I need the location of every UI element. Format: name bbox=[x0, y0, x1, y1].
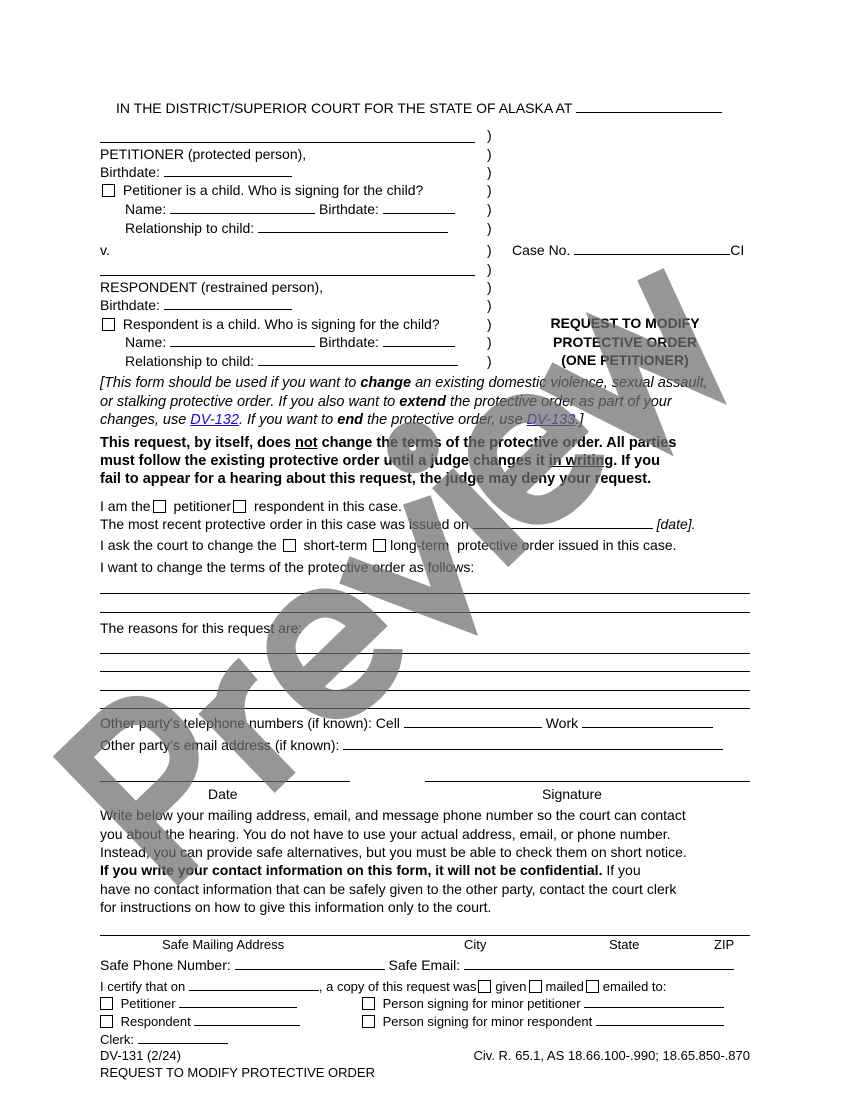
safe-contact-row: Safe Phone Number: Safe Email: bbox=[100, 956, 734, 974]
given-checkbox[interactable] bbox=[478, 980, 491, 993]
respondent-label: RESPONDENT (restrained person), bbox=[100, 279, 324, 295]
paren: ) bbox=[487, 220, 492, 236]
respondent-birthdate-field[interactable] bbox=[164, 296, 292, 310]
city-label: City bbox=[464, 937, 487, 952]
reasons-line[interactable] bbox=[100, 708, 750, 709]
contact-text: for instructions on how to give this information only to the court. bbox=[100, 899, 492, 915]
instructions-line: or stalking protective order. If you also want to extend the protective order as part of your bbox=[100, 394, 672, 410]
pet-child-signer: Name: Birthdate: bbox=[125, 200, 455, 218]
respondent-child-checkbox[interactable] bbox=[102, 318, 115, 331]
zip-label: ZIP bbox=[714, 937, 735, 952]
resp-signer-birthdate-field[interactable] bbox=[383, 333, 455, 347]
rules-citation: Civ. R. 65.1, AS 18.66.100-.990; 18.65.850-.870 bbox=[473, 1048, 750, 1063]
long-term-checkbox[interactable] bbox=[373, 539, 386, 552]
cell-field[interactable] bbox=[404, 714, 542, 728]
certify-minor-resp: Person signing for minor respondent bbox=[362, 1012, 724, 1031]
certify-minor-resp-field[interactable] bbox=[596, 1012, 724, 1026]
petitioner-label: PETITIONER (protected person), bbox=[100, 146, 307, 162]
instructions-line: changes, use DV-132. If you want to end the protective order, use DV-133.] bbox=[100, 412, 584, 428]
contact-text: If you write your contact information on this form, it will not be confidential. If you bbox=[100, 862, 641, 878]
contact-text: have no contact information that can be safely given to the other party, contact the court clerk bbox=[100, 881, 677, 897]
pet-signer-birthdate-field[interactable] bbox=[383, 200, 455, 214]
resp-signer-name-field[interactable] bbox=[170, 333, 315, 347]
reasons-line[interactable] bbox=[100, 690, 750, 691]
paren: ) bbox=[487, 334, 492, 350]
case-number-field[interactable] bbox=[574, 241, 730, 255]
paren: ) bbox=[487, 146, 492, 162]
certify-row: I certify that on , a copy of this request was given mailed emailed to: bbox=[100, 979, 667, 994]
petitioner-role-checkbox[interactable] bbox=[153, 500, 166, 513]
date-label: Date bbox=[208, 786, 238, 802]
safe-phone-field[interactable] bbox=[235, 956, 385, 970]
contact-text: you about the hearing. You do not have to use your actual address, email, or phone number. bbox=[100, 826, 671, 842]
reasons-line[interactable] bbox=[100, 653, 750, 654]
warning-line: fail to appear for a hearing about this request, the judge may deny your request. bbox=[100, 471, 652, 487]
party-role-row: I am the petitioner respondent in this case. bbox=[100, 498, 402, 514]
clerk-field[interactable] bbox=[138, 1030, 228, 1044]
paren: ) bbox=[487, 261, 492, 277]
pet-relationship: Relationship to child: bbox=[125, 219, 448, 237]
certify-respondent-checkbox[interactable] bbox=[100, 1015, 113, 1028]
reasons-line[interactable] bbox=[100, 671, 750, 672]
email-row: Other party’s email address (if known): bbox=[100, 736, 723, 754]
certify-minor-pet-field[interactable] bbox=[584, 994, 724, 1008]
respondent-child-row: Respondent is a child. Who is signing for the child? bbox=[100, 315, 440, 333]
certify-minor-resp-checkbox[interactable] bbox=[362, 1015, 375, 1028]
pet-signer-name-field[interactable] bbox=[170, 200, 315, 214]
certify-respondent: Respondent bbox=[100, 1012, 300, 1031]
title-line: PROTECTIVE ORDER bbox=[553, 333, 697, 350]
mailing-label: Safe Mailing Address bbox=[162, 937, 285, 952]
phone-row: Other party's telephone numbers (if known): Cell Work bbox=[100, 714, 713, 732]
emailed-checkbox[interactable] bbox=[586, 980, 599, 993]
safe-email-field[interactable] bbox=[464, 956, 734, 970]
reasons-label: The reasons for this request are: bbox=[100, 620, 303, 636]
state-label: State bbox=[609, 937, 640, 952]
issued-date-row: The most recent protective order in this case was issued on [date]. bbox=[100, 516, 696, 532]
respondent-role-checkbox[interactable] bbox=[233, 500, 246, 513]
dv-133-link[interactable]: DV-133 bbox=[526, 412, 576, 428]
paren: ) bbox=[487, 127, 492, 143]
instructions-line: [This form should be used if you want to change an existing domestic violence, sexual assault, bbox=[100, 375, 708, 391]
paren: ) bbox=[487, 316, 492, 332]
terms-line[interactable] bbox=[100, 593, 750, 594]
certify-minor-pet-checkbox[interactable] bbox=[362, 997, 375, 1010]
title-line: REQUEST TO MODIFY bbox=[550, 315, 700, 331]
signature-line[interactable] bbox=[425, 781, 750, 782]
certify-date-field[interactable] bbox=[189, 977, 319, 991]
paren: ) bbox=[487, 353, 492, 369]
signature-label: Signature bbox=[542, 786, 602, 802]
paren: ) bbox=[487, 201, 492, 217]
other-email-field[interactable] bbox=[343, 736, 723, 750]
certify-respondent-field[interactable] bbox=[194, 1012, 300, 1026]
pet-relationship-field[interactable] bbox=[258, 219, 448, 233]
paren: ) bbox=[487, 182, 492, 198]
respondent-name-line[interactable] bbox=[100, 275, 475, 276]
contact-text: Write below your mailing address, email, and message phone number so the court can contact bbox=[100, 807, 686, 823]
mailed-checkbox[interactable] bbox=[529, 980, 542, 993]
petitioner-child-row: Petitioner is a child. Who is signing for the child? bbox=[100, 181, 423, 199]
versus: v. bbox=[100, 242, 110, 258]
resp-relationship-field[interactable] bbox=[258, 352, 458, 366]
form-name-footer: REQUEST TO MODIFY PROTECTIVE ORDER bbox=[100, 1065, 375, 1080]
short-term-checkbox[interactable] bbox=[283, 539, 296, 552]
case-number: Case No. CI bbox=[512, 242, 745, 258]
petitioner-birthdate: Birthdate: bbox=[100, 163, 292, 181]
form-title bbox=[510, 314, 740, 370]
court-location-field[interactable] bbox=[576, 99, 722, 113]
paren: ) bbox=[487, 164, 492, 180]
form-number: DV-131 (2/24) bbox=[100, 1048, 181, 1063]
issued-date-field[interactable] bbox=[473, 515, 653, 529]
warning-line: must follow the existing protective order until a judge changes it in writing. If you bbox=[100, 453, 660, 469]
paren: ) bbox=[487, 242, 492, 258]
paren: ) bbox=[487, 279, 492, 295]
petitioner-birthdate-field[interactable] bbox=[164, 163, 292, 177]
terms-label: I want to change the terms of the protective order as follows: bbox=[100, 559, 475, 575]
certify-petitioner-field[interactable] bbox=[179, 994, 297, 1008]
certify-petitioner: Petitioner bbox=[100, 994, 297, 1013]
terms-line[interactable] bbox=[100, 612, 750, 613]
resp-relationship: Relationship to child: bbox=[125, 352, 458, 370]
court-header: IN THE DISTRICT/SUPERIOR COURT FOR THE STATE OF ALASKA AT bbox=[116, 99, 722, 117]
title-line: (ONE PETITIONER) bbox=[561, 352, 689, 368]
respondent-birthdate: Birthdate: bbox=[100, 296, 292, 314]
petitioner-name-line[interactable] bbox=[100, 142, 475, 143]
paren: ) bbox=[487, 297, 492, 313]
order-type-row: I ask the court to change the short-term long-term protective order issued in this case. bbox=[100, 537, 677, 553]
certify-petitioner-checkbox[interactable] bbox=[100, 997, 113, 1010]
resp-child-signer: Name: Birthdate: bbox=[125, 333, 455, 351]
clerk-row: Clerk: bbox=[100, 1030, 228, 1049]
warning-line: This request, by itself, does not change the terms of the protective order. All parties bbox=[100, 435, 677, 451]
certify-minor-pet: Person signing for minor petitioner bbox=[362, 994, 724, 1013]
petitioner-child-checkbox[interactable] bbox=[102, 184, 115, 197]
contact-text: Instead, you can provide safe alternatives, but you must be able to check them on short notice. bbox=[100, 844, 687, 860]
dv-132-link[interactable]: DV-132 bbox=[190, 412, 239, 428]
work-field[interactable] bbox=[582, 714, 713, 728]
date-line[interactable] bbox=[100, 781, 350, 782]
